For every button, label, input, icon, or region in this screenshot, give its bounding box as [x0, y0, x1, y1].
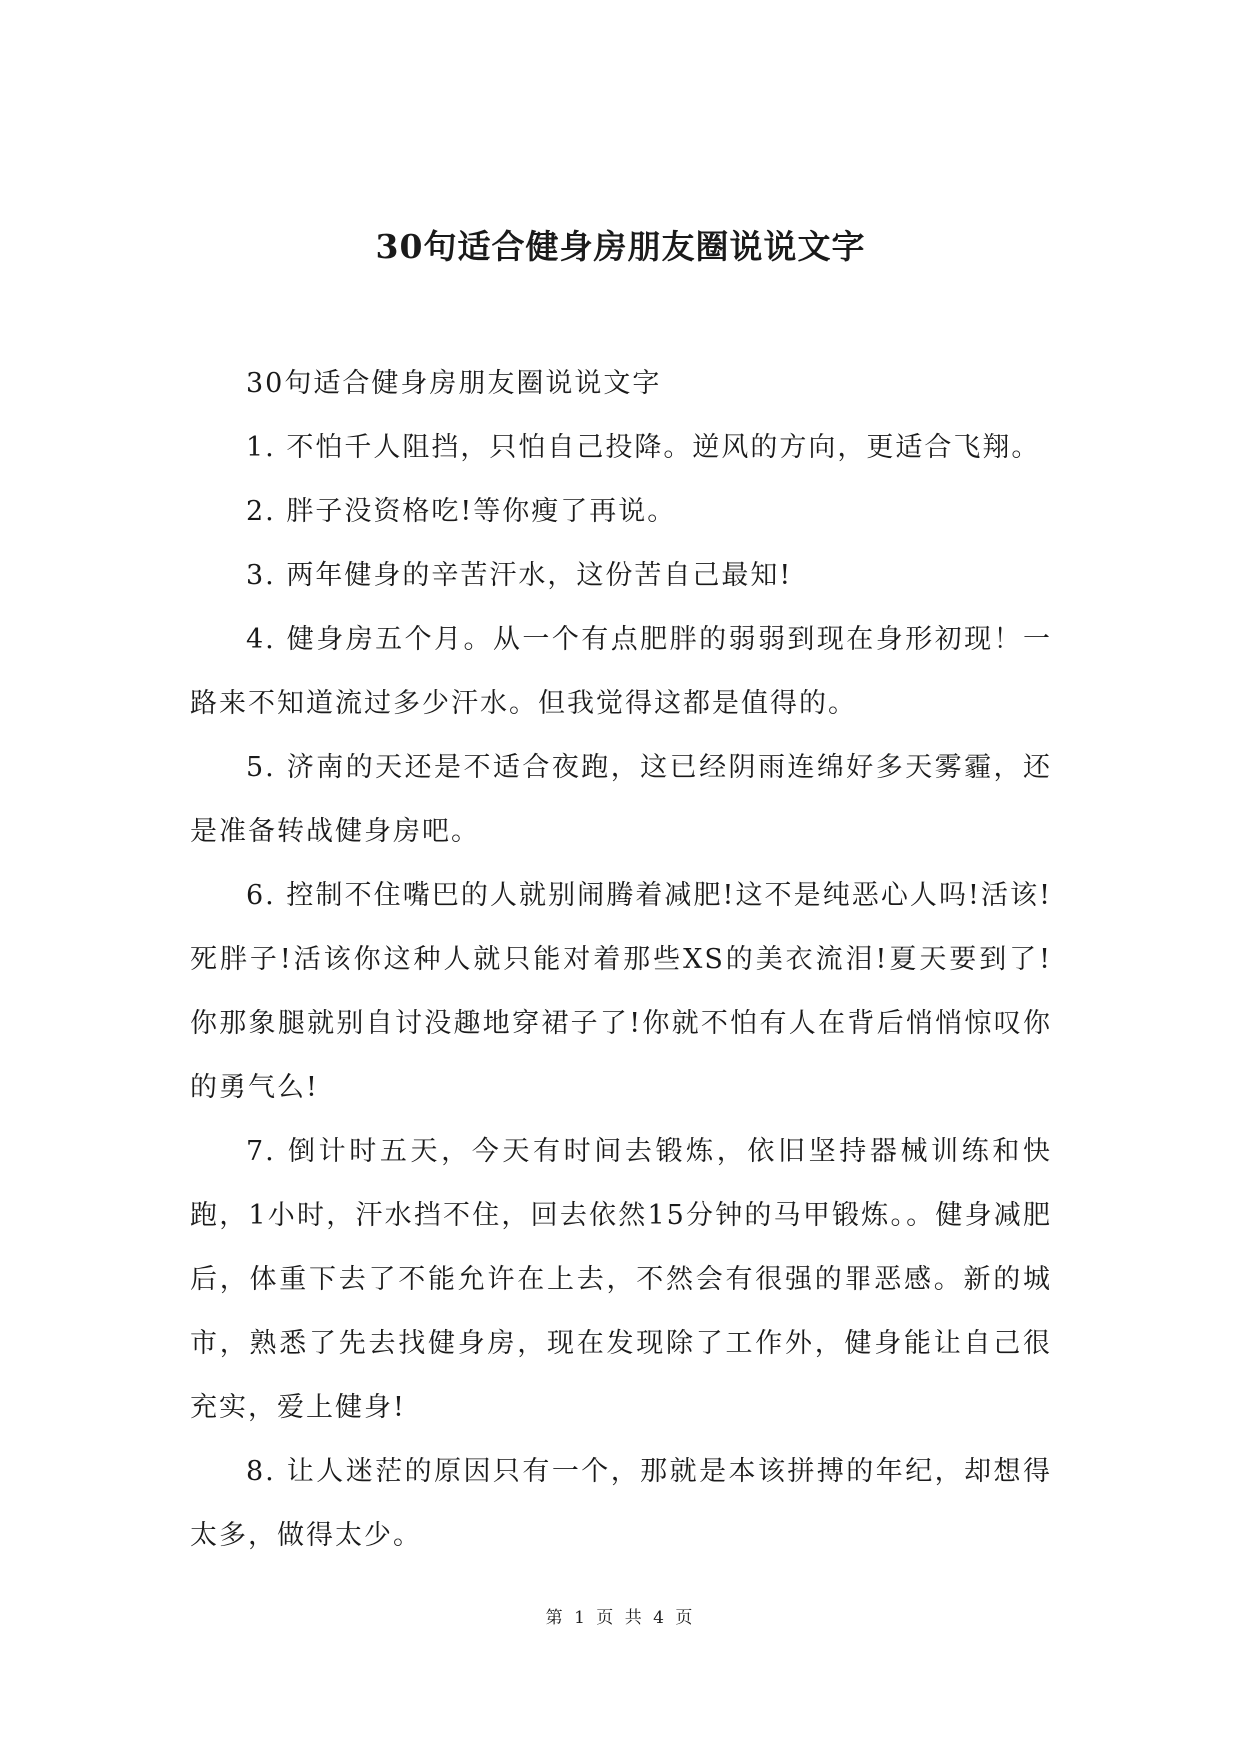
paragraph-item-5: 5. 济南的天还是不适合夜跑，这已经阴雨连绵好多天雾霾，还是准备转战健身房吧。 [190, 752, 1052, 847]
paragraph-subtitle: 30句适合健身房朋友圈说说文字 [246, 368, 662, 399]
paragraph-item-1: 1. 不怕千人阻挡，只怕自己投降。逆风的方向，更适合飞翔。 [246, 432, 1041, 463]
page-number-footer: 第 1 页 共 4 页 [545, 1608, 696, 1628]
paragraph-item-8: 8. 让人迷茫的原因只有一个，那就是本该拼搏的年纪，却想得太多，做得太少。 [190, 1456, 1052, 1551]
paragraph-item-7: 7. 倒计时五天，今天有时间去锻炼，依旧坚持器械训练和快跑，1小时，汗水挡不住，回去依然15分钟的马甲锻炼。。健身减肥后，体重下去了不能允许在上去，不然会有很强的罪恶感。新的城市，熟悉了先去找健身房，现在发现除了工作外，健身能让自己很充实，爱上健身! [190, 1136, 1052, 1423]
document-body [190, 352, 1052, 1568]
paragraph-item-4: 4. 健身房五个月。从一个有点肥胖的弱弱到现在身形初现！一路来不知道流过多少汗水。但我觉得这都是值得的。 [190, 624, 1052, 719]
paragraph-item-2: 2. 胖子没资格吃!等你瘦了再说。 [246, 496, 677, 527]
document-title: 30句适合健身房朋友圈说说文字 [375, 227, 866, 266]
paragraph-item-3: 3. 两年健身的辛苦汗水，这份苦自己最知! [246, 560, 793, 591]
paragraph-item-6: 6. 控制不住嘴巴的人就别闹腾着减肥!这不是纯恶心人吗!活该!死胖子!活该你这种人就只能对着那些XS的美衣流泪!夏天要到了!你那象腿就别自讨没趣地穿裙子了!你就不怕有人在背后悄悄惊叹你的勇气么! [190, 880, 1052, 1103]
